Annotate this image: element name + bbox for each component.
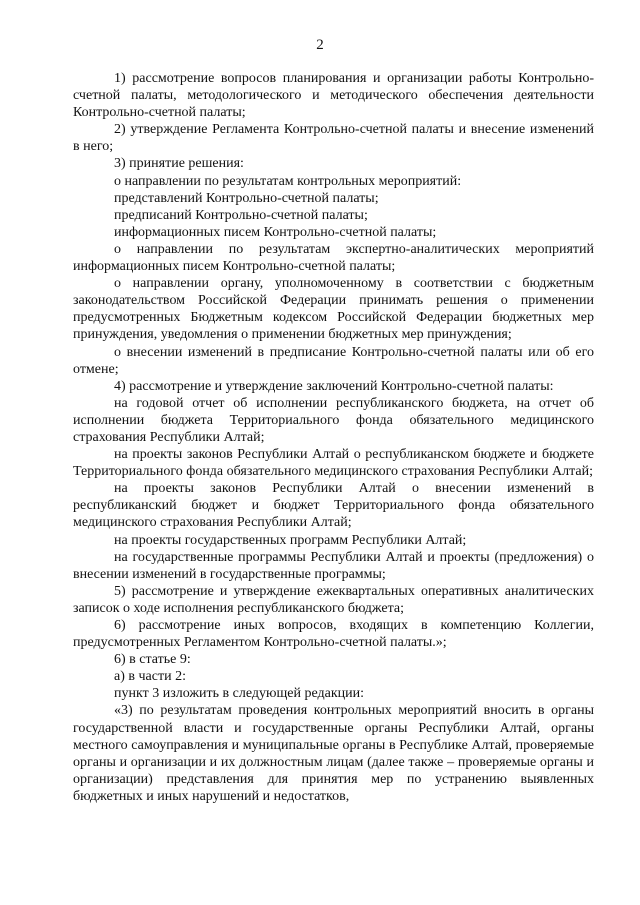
- document-body: [73, 70, 594, 805]
- paragraph-budget-law-drafts: на проекты законов Республики Алтай о республиканском бюджете и бюджете Территориального фонда обязательного медицинского страхования Республики Алтай;: [73, 447, 594, 480]
- paragraph-prescription-changes: о внесении изменений в предписание Контрольно-счетной палаты или об его отмене;: [73, 344, 594, 377]
- paragraph-state-programs: на государственные программы Республики Алтай и проекты (предложения) о внесении изменений в государственные программы;: [73, 549, 594, 582]
- paragraph-3-decision: 3) принятие решения:: [114, 156, 244, 172]
- paragraph-item-3-text: «3) по результатам проведения контрольных мероприятий вносить в органы государственной власти и государственные органы Республики Алтай, органы местного самоуправления и муниципальные органы в Республике Алтай, проверяемые органы и организации и их должностным лицам (далее также – проверяемые органы и организации) представления для принятия мер по устранению выявленных бюджетных и иных нарушений и недостатков,: [73, 703, 594, 804]
- paragraph-representations: представлений Контрольно-счетной палаты;: [114, 190, 379, 206]
- paragraph-prescriptions: предписаний Контрольно-счетной палаты;: [114, 207, 368, 223]
- paragraph-direction-expert: о направлении по результатам экспертно-аналитических мероприятий информационных писем Контрольно-счетной палаты;: [73, 241, 594, 275]
- paragraph-budget-amendments: на проекты законов Республики Алтай о внесении изменений в республиканский бюджет и бюджет Территориального фонда обязательного медицинского страхования Республики Алтай;: [73, 481, 594, 531]
- paragraph-program-drafts: на проекты государственных программ Республики Алтай;: [114, 532, 467, 548]
- paragraph-2-reglament: 2) утверждение Регламента Контрольно-счетной палаты и внесение изменений в него;: [73, 122, 594, 155]
- paragraph-info-letters: информационных писем Контрольно-счетной палаты;: [114, 224, 437, 240]
- paragraph-direction-control: о направлении по результатам контрольных мероприятий:: [114, 173, 462, 189]
- paragraph-4-conclusions: 4) рассмотрение и утверждение заключений Контрольно-счетной палаты:: [114, 378, 554, 394]
- paragraph-item-3-edition: пункт 3 изложить в следующей редакции:: [114, 686, 364, 702]
- page-number: 2: [316, 37, 324, 53]
- paragraph-6-other-questions: 6) рассмотрение иных вопросов, входящих в компетенцию Коллегии, предусмотренных Регламентом Контрольно-счетной палаты.»;: [73, 618, 594, 651]
- paragraph-annual-report: на годовой отчет об исполнении республиканского бюджета, на отчет об исполнении бюджета Территориального фонда обязательного медицинского страхования Республики Алтай;: [73, 395, 594, 445]
- paragraph-direction-authority: о направлении органу, уполномоченному в соответствии с бюджетным законодательством Российской Федерации принимать решения о применении предусмотренных Бюджетным кодексом Российской Федерации бюджетных мер принуждения, уведомления о применении бюджетных мер принуждения;: [73, 276, 594, 343]
- paragraph-5-quarterly-notes: 5) рассмотрение и утверждение ежеквартальных оперативных аналитических записок о ходе исполнения республиканского бюджета;: [73, 583, 594, 616]
- paragraph-part-2: а) в части 2:: [114, 669, 186, 685]
- paragraph-article-9: 6) в статье 9:: [114, 652, 191, 668]
- paragraph-1-planning: 1) рассмотрение вопросов планирования и организации работы Контрольно-счетной палаты, методологического и методического обеспечения деятельности Контрольно-счетной палаты;: [73, 71, 594, 121]
